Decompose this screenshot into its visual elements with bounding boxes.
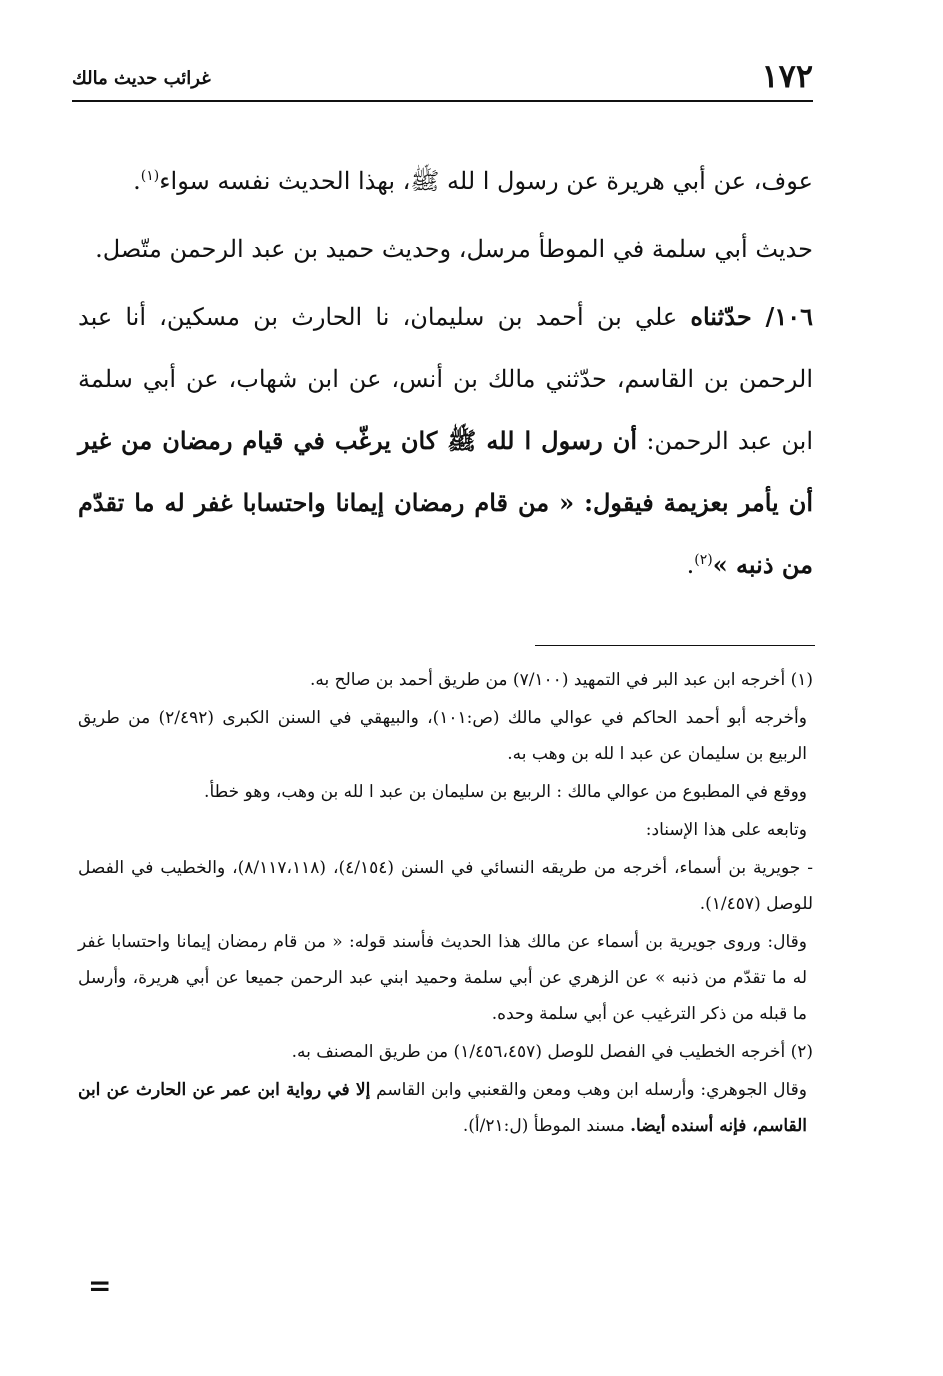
page-number: ١٧٢ [761, 57, 813, 95]
main-text [78, 150, 813, 596]
footnotes [78, 662, 813, 1146]
paragraph-1-end: . [133, 167, 141, 195]
footnote-2-text-b: مسند الموطأ (ل:٢١/أ). [462, 1116, 631, 1136]
footnote-ref-2: (٢) [694, 552, 713, 568]
hadith-106 [78, 286, 813, 596]
footnote-2-bold: إلا في رواية ابن عمر عن الحارث عن ابن القاسم، فإنه أسنده أيضا. [78, 1080, 807, 1136]
hadith-number: ١٠٦/ حدّثناه [690, 302, 813, 331]
footnote-1-para-6: وقال: وروى جويرية بن أسماء عن مالك هذا الحديث فأسند قوله: « من قام رمضان إيمانا واحتسابا غفر له ما تقدّم من ذنبه » عن الزهري عن أبي سلمة وحميد ابني عبد الرحمن جميعا عن أبي هريرة، وأرسل ما قبله من ذكر الترغيب عن أبي سلمة وحده. [78, 932, 807, 1024]
hadith-end: . [686, 551, 695, 579]
paragraph-1-text: عوف، عن أبي هريرة عن رسول ا لله ﷺ، بهذا الحديث نفسه سواء [159, 167, 813, 195]
footnote-separator [535, 645, 815, 646]
footnote-ref-1: (١) [140, 168, 160, 184]
footnote-2-para-2 [78, 1072, 813, 1144]
continuation-mark: = [88, 1269, 112, 1302]
hadith-isnad: علي بن أحمد بن سليمان، نا الحارث بن مسكين، أنا عبد الرحمن بن القاسم، حدّثني مالك بن أنس، عن ابن شهاب، عن أبي سلمة ابن عبد الرحمن: [78, 303, 813, 455]
footnote-1-para-3: ووقع في المطبوع من عوالي مالك : الربيع بن سليمان بن عبد ا لله بن وهب، وهو خطأ. [204, 782, 807, 802]
hadith-matn: أن رسول ا لله ﷺ كان يرغّب في قيام رمضان من غير أن يأمر بعزيمة فيقول: « من قام رمضان إيمانا واحتسابا غفر له ما تقدّم من ذنبه » [78, 426, 813, 579]
footnote-2-text-a: وقال الجوهري: وأرسله ابن وهب ومعن والقعنبي وابن القاسم [370, 1080, 807, 1100]
footnote-1-para-4: وتابعه على هذا الإسناد: [645, 820, 807, 840]
footnote-1-para-5: - جويرية بن أسماء، أخرجه من طريقه النسائي في السنن (٤/١٥٤)، (٨/١١٧،١١٨)، والخطيب في الفصل للوصل (١/٤٥٧). [78, 858, 813, 914]
paragraph-1 [78, 150, 813, 212]
footnote-2: (٢) أخرجه الخطيب في الفصل للوصل (١/٤٥٦،٤٥٧) من طريق المصنف به. [291, 1042, 813, 1062]
page-header [72, 56, 813, 102]
footnote-1: (١) أخرجه ابن عبد البر في التمهيد (٧/١٠٠) من طريق أحمد بن صالح به. [309, 670, 813, 690]
running-title: غرائب حديث مالك [72, 68, 211, 89]
paragraph-2: حديث أبي سلمة في الموطأ مرسل، وحديث حميد بن عبد الرحمن متّصل. [95, 235, 813, 263]
footnote-1-para-2: وأخرجه أبو أحمد الحاكم في عوالي مالك (ص:١٠١)، والبيهقي في السنن الكبرى (٢/٤٩٢) من طريق الربيع بن سليمان عن عبد ا لله بن وهب به. [78, 708, 807, 764]
